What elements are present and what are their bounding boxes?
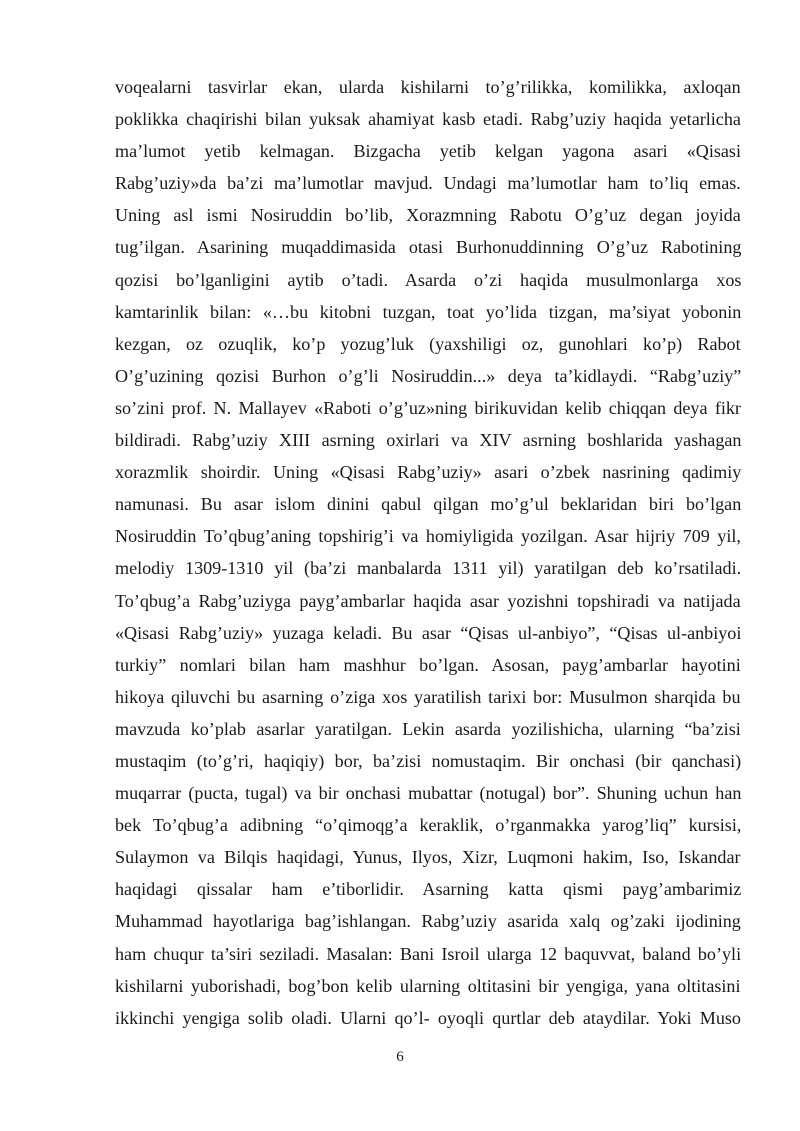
text-line: ham chuqur ta’siri seziladi. Masalan: Bani Isroil ularga 12 baquvvat, baland bo’yli [115, 943, 742, 964]
text-line: voqealarni tasvirlar ekan, ularda kishilarni to’g’rilikka, komilikka, axloqan [115, 77, 741, 97]
text-line: Uning asl ismi Nosiruddin bo’lib, Xorazmning Rabotu O’g’uz degan joyida [115, 205, 741, 226]
text-line: To’qbug’a Rabg’uziyga payg’ambarlar haqida asar yozishni topshiradi va natijada [115, 590, 741, 611]
text-line: so’zini prof. N. Mallayev «Raboti o’g’uz»ning birikuvidan kelib chiqqan deya fikr [115, 397, 741, 418]
text-line: «Qisasi Rabg’uziy» yuzaga keladi. Bu asar “Qisas ul-anbiyo”, “Qisas ul-anbiyoi [115, 622, 742, 643]
page-number: 6 [396, 1049, 404, 1065]
text-line: turkiy” nomlari bilan ham mashhur bo’lgan. Asosan, payg’ambarlar hayotini [115, 654, 741, 675]
text-line: melodiy 1309-1310 yil (ba’zi manbalarda 1311 yil) yaratilgan deb ko’rsatiladi. [115, 558, 742, 579]
text-line: qozisi bo’lganligini aytib o’tadi. Asarda o’zi haqida musulmonlarga xos [115, 269, 742, 290]
text-line: kishilarni yuborishadi, bog’bon kelib ularning oltitasini bir yengiga, yana oltitasini [115, 975, 741, 996]
text-line: bek To’qbug’a adibning “o’qimoqg’a keraklik, o’rganmakka yarog’liq” kursisi, [115, 815, 742, 836]
text-line: kezgan, oz ozuqlik, ko’p yozug’luk (yaxshiligi oz, gunohlari ko’p) Rabot [115, 333, 741, 354]
text-line: hikoya qiluvchi bu asarning o’ziga xos yaratilish tarixi bor: Musulmon sharqida bu [115, 686, 741, 707]
text-line: mustaqim (to’g’ri, haqiqiy) bor, ba’zisi nomustaqim. Bir onchasi (bir qanchasi) [115, 750, 742, 771]
text-line: xorazmlik shoirdir. Uning «Qisasi Rabg’uziy» asari o’zbek nasrining qadimiy [115, 462, 742, 483]
text-line: poklikka chaqirishi bilan yuksak ahamiyat kasb etadi. Rabg’uziy haqida yetarlicha [115, 109, 741, 130]
text-line: tug’ilgan. Asarining muqaddimasida otasi Burhonuddinning O’g’uz Rabotining [115, 237, 742, 258]
text-line: kamtarinlik bilan: «…bu kitobni tuzgan, toat yo’lida tizgan, ma’siyat yobonin [115, 301, 742, 322]
text-line: haqidagi qissalar ham e’tiborlidir. Asarning katta qismi payg’ambarimiz [115, 879, 742, 900]
text-line: ma’lumot yetib kelmagan. Bizgacha yetib kelgan yagona asari «Qisasi [115, 141, 741, 162]
text-line: O’g’uzining qozisi Burhon o’g’li Nosiruddin...» deya ta’kidlaydi. “Rabg’uziy” [115, 365, 742, 386]
text-line: Muhammad hayotlariga bag’ishlangan. Rabg’uziy asarida xalq og’zaki ijodining [115, 911, 741, 932]
text-line: Nosiruddin To’qbug’aning topshirig’i va homiyligida yozilgan. Asar hijriy 709 yil, [115, 526, 741, 547]
text-line: mavzuda ko’plab asarlar yaratilgan. Lekin asarda yozilishicha, ularning “ba’zisi [115, 718, 741, 739]
text-line: muqarrar (pucta, tugal) va bir onchasi mubattar (notugal) bor”. Shuning uchun han [115, 783, 742, 804]
body-paragraph [115, 71, 741, 1034]
text-line: Sulaymon va Bilqis haqidagi, Yunus, Ilyos, Xizr, Luqmoni hakim, Iso, Iskandar [115, 847, 741, 868]
text-line: bildiradi. Rabg’uziy XIII asrning oxirlari va XIV asrning boshlarida yashagan [115, 430, 742, 451]
text-line: ikkinchi yengiga solib oladi. Ularni qo’l- oyoqli qurtlar deb ataydilar. Yoki Muso [115, 1007, 741, 1028]
text-line: Rabg’uziy»da ba’zi ma’lumotlar mavjud. Undagi ma’lumotlar ham to’liq emas. [115, 173, 741, 194]
text-line: namunasi. Bu asar islom dinini qabul qilgan mo’g’ul beklaridan biri bo’lgan [115, 494, 742, 515]
